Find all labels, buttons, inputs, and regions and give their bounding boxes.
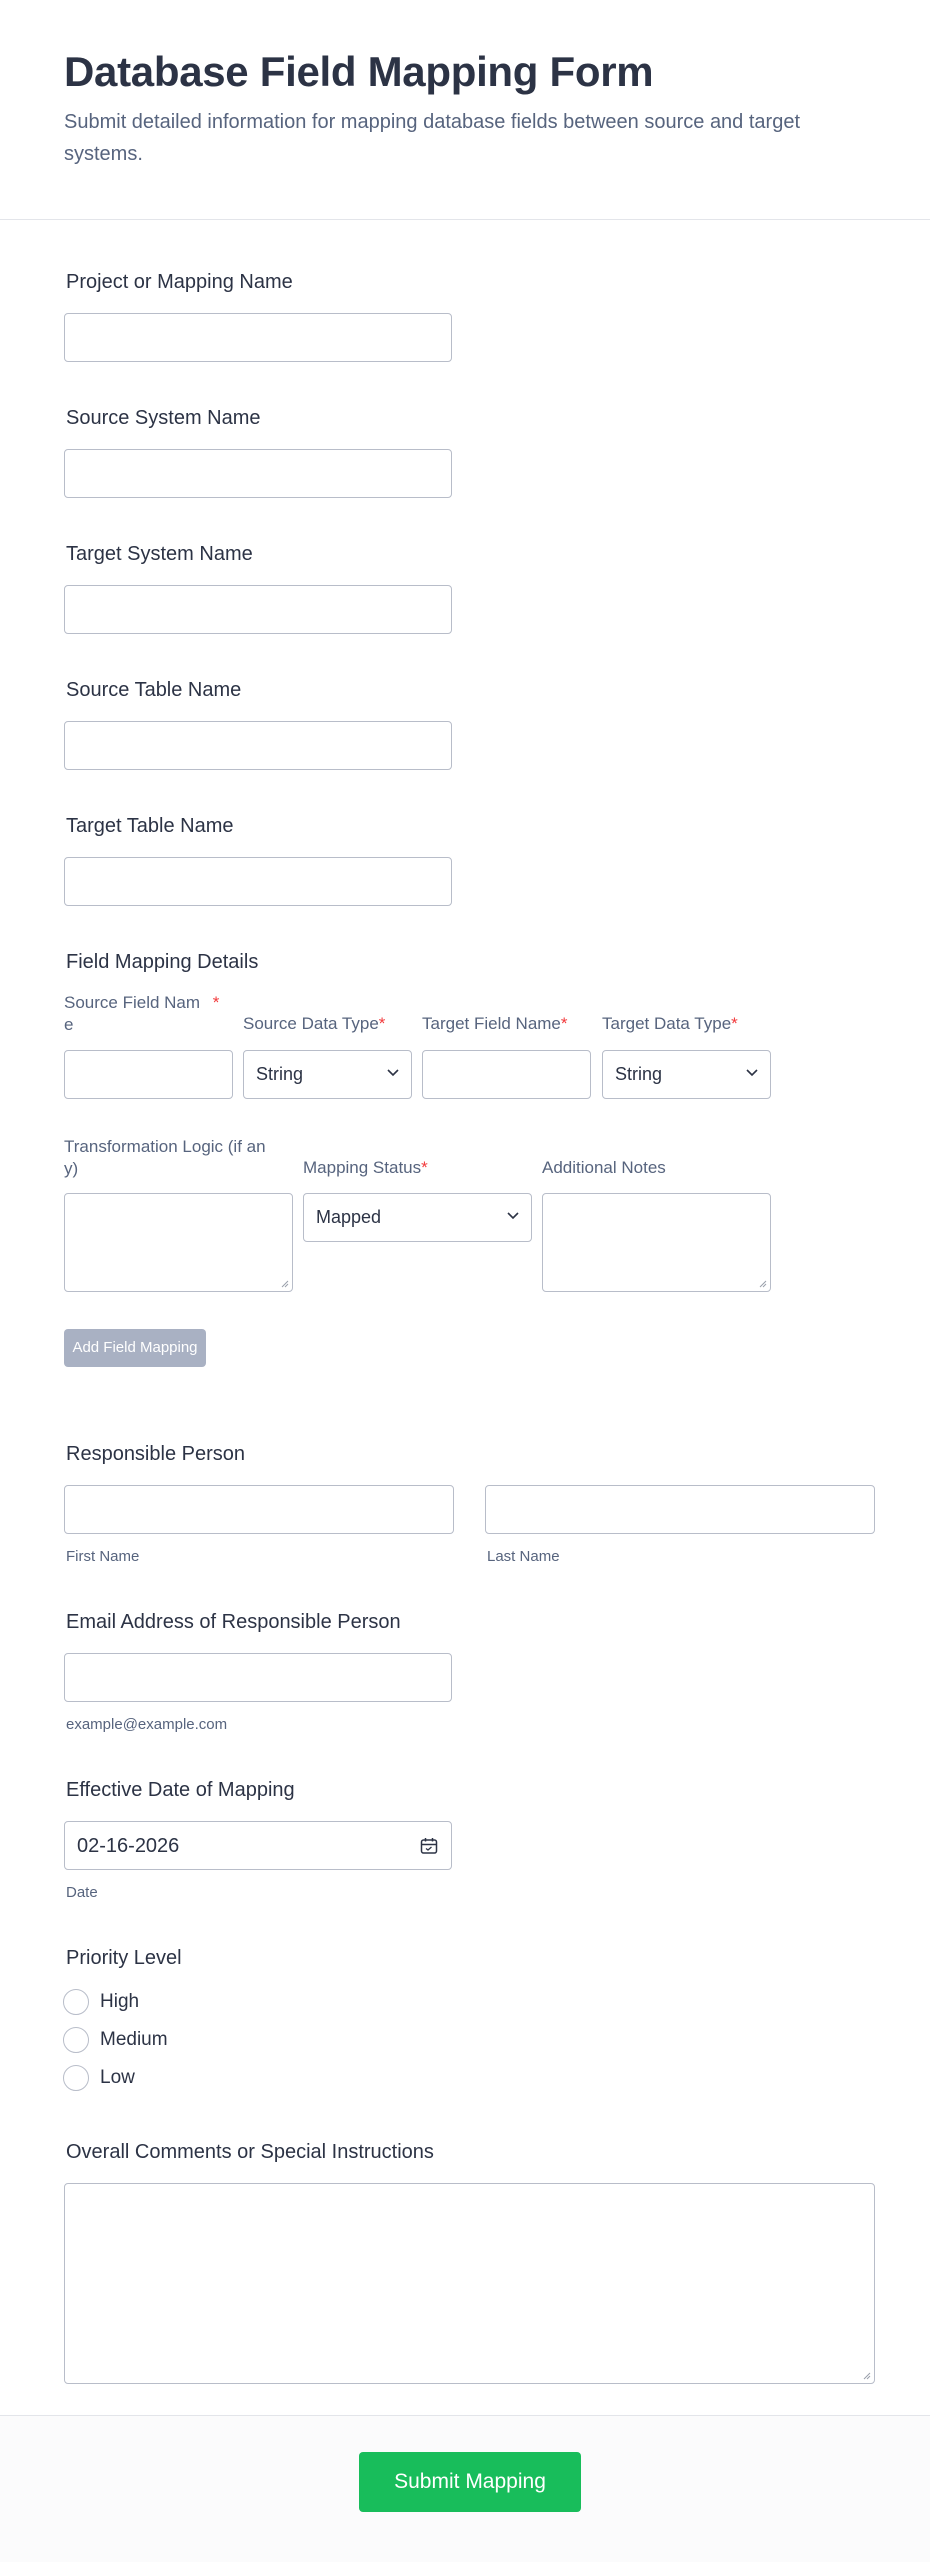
responsible-person-label: Responsible Person [66, 1443, 245, 1465]
chevron-down-icon [746, 1069, 758, 1077]
target-data-type-label: Target Data Type* [602, 1014, 738, 1033]
page-subtitle: Submit detailed information for mapping database fields between source and target systems. [64, 111, 801, 165]
project-name-input[interactable] [64, 313, 452, 362]
target-data-type-value: String [615, 1064, 663, 1084]
project-name-label: Project or Mapping Name [66, 271, 293, 293]
effective-date-input[interactable] [64, 1821, 452, 1870]
mapping-status-select[interactable] [303, 1193, 532, 1242]
chevron-down-icon [507, 1212, 519, 1220]
target-field-name-label: Target Field Name* [422, 1014, 568, 1033]
comments-textarea[interactable] [64, 2183, 875, 2384]
email-label: Email Address of Responsible Person [66, 1611, 401, 1633]
submit-mapping-button[interactable]: Submit Mapping [359, 2452, 581, 2512]
target-table-input[interactable] [64, 857, 452, 906]
chevron-down-icon [387, 1069, 399, 1077]
source-data-type-value: String [256, 1064, 304, 1084]
priority-high-radio[interactable] [63, 1989, 89, 2015]
date-sublabel: Date [66, 1884, 98, 1901]
priority-medium-label[interactable]: Medium [100, 2029, 168, 2050]
email-input[interactable] [64, 1653, 452, 1702]
target-table-label: Target Table Name [66, 815, 234, 837]
last-name-input[interactable] [485, 1485, 875, 1534]
first-name-sublabel: First Name [66, 1548, 140, 1565]
first-name-input[interactable] [64, 1485, 454, 1534]
priority-high-label[interactable]: High [100, 1991, 140, 2012]
priority-low-radio[interactable] [63, 2065, 89, 2091]
target-field-name-input[interactable] [422, 1050, 591, 1099]
source-table-label: Source Table Name [66, 679, 242, 701]
mapping-status-value: Mapped [316, 1207, 382, 1227]
priority-low-label[interactable]: Low [100, 2067, 135, 2088]
email-sublabel: example@example.com [66, 1716, 228, 1733]
comments-label: Overall Comments or Special Instructions [66, 2141, 434, 2163]
header-divider [0, 219, 930, 220]
add-field-mapping-button[interactable]: Add Field Mapping [64, 1329, 206, 1367]
last-name-sublabel: Last Name [487, 1548, 560, 1565]
resize-grip-icon[interactable] [757, 1278, 767, 1288]
source-table-input[interactable] [64, 721, 452, 770]
target-system-input[interactable] [64, 585, 452, 634]
target-system-label: Target System Name [66, 543, 253, 565]
source-system-label: Source System Name [66, 407, 261, 429]
resize-grip-icon[interactable] [861, 2370, 871, 2380]
calendar-icon[interactable] [420, 1837, 438, 1855]
effective-date-label: Effective Date of Mapping [66, 1779, 295, 1801]
source-data-type-select[interactable] [243, 1050, 412, 1099]
resize-grip-icon[interactable] [279, 1278, 289, 1288]
effective-date-value: 02-16-2026 [77, 1835, 180, 1857]
additional-notes-label: Additional Notes [542, 1158, 666, 1177]
transformation-logic-textarea[interactable] [64, 1193, 293, 1292]
source-system-input[interactable] [64, 449, 452, 498]
priority-medium-radio[interactable] [63, 2027, 89, 2053]
target-data-type-select[interactable] [602, 1050, 771, 1099]
additional-notes-textarea[interactable] [542, 1193, 771, 1292]
page-title: Database Field Mapping Form [64, 48, 654, 95]
source-field-name-input[interactable] [64, 1050, 233, 1099]
field-mapping-label: Field Mapping Details [66, 951, 259, 973]
transformation-logic-label: Transformation Logic (if an y) [64, 1137, 266, 1178]
priority-level-label: Priority Level [66, 1947, 182, 1969]
mapping-status-label: Mapping Status* [303, 1158, 428, 1177]
source-field-name-label: Source Field Nam * e [64, 993, 220, 1034]
source-data-type-label: Source Data Type* [243, 1014, 386, 1033]
